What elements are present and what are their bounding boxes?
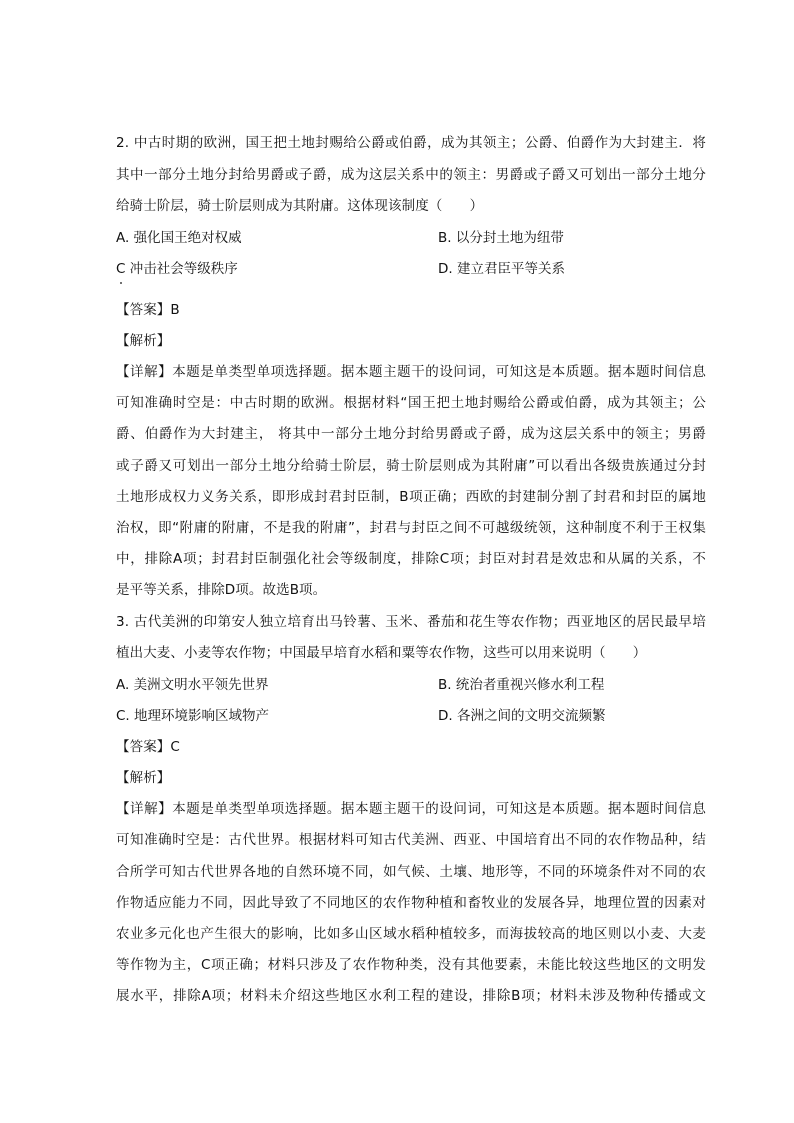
q3-option-b: B. 统治者重视兴修水利工程 [438, 677, 605, 693]
q3-detail-line-6: 等作物为主，C项正确；材料只涉及了农作物种类，没有其他要素，未能比较这些地区的文明发 [116, 957, 706, 973]
q2-analysis-label: 【解析】 [116, 333, 171, 349]
q2-detail-line-5: 土地形成权力义务关系，即形成封君封臣制，B项正确；西欧的封建制分割了封君和封臣的属地 [116, 489, 706, 505]
q3-detail-line-1: 【详解】本题是单类型单项选择题。据本题主题干的设问词，可知这是本质题。据本题时间信息 [116, 801, 706, 817]
q2-detail-line-8: 是平等关系，排除D项。故选B项。 [116, 582, 327, 598]
q2-detail-line-4: 或子爵又可划出一部分土地分给骑士阶层，骑士阶层则成为其附庸”可以看出各级贵族通过分封 [116, 458, 706, 474]
q2-option-c: C 冲击社会等级秩序 [116, 261, 238, 277]
q3-detail-line-5: 农业多元化也产生很大的影响，比如多山区域水稻种植较多，而海拔较高的地区则以小麦、大麦 [116, 926, 706, 942]
q3-detail-line-4: 作物适应能力不同，因此导致了不同地区的农作物种植和畜牧业的发展各异，地理位置的因素对 [116, 895, 706, 911]
q2-detail-line-6: 治权，即“附庸的附庸，不是我的附庸”，封君与封臣之间不可越级统领，这种制度不利于王权集 [116, 520, 706, 536]
q2-detail-line-3: 爵、伯爵作为大封建主， 将其中一部分土地分封给男爵或子爵，成为这层关系中的领主；男爵 [116, 426, 706, 442]
q2-stem-line-3: 给骑士阶层，骑士阶层则成为其附庸。这体现该制度（ ） [116, 198, 484, 214]
stray-dot [120, 282, 122, 284]
q3-detail-line-2: 可知准确时空是：古代世界。根据材料可知古代美洲、西亚、中国培育出不同的农作物品种，结 [116, 832, 706, 848]
q3-detail-line-7: 展水平，排除A项；材料未介绍这些地区水利工程的建设，排除B项；材料未涉及物种传播或文 [116, 988, 706, 1004]
q2-answer: 【答案】B [116, 302, 180, 318]
q2-detail-line-1: 【详解】本题是单类型单项选择题。据本题主题干的设问词，可知这是本质题。据本题时间信息 [116, 364, 706, 380]
q2-detail-line-2: 可知准确时空是：中古时期的欧洲。根据材料“国王把土地封赐给公爵或伯爵，成为其领主；公 [116, 395, 706, 411]
q3-stem-line-2: 植出大麦、小麦等农作物；中国最早培育水稻和粟等农作物，这些可以用来说明（ ） [116, 645, 647, 661]
q3-option-c: C. 地理环境影响区域物产 [116, 708, 270, 724]
q2-stem-line-2: 其中一部分土地分封给男爵或子爵，成为这层关系中的领主：男爵或子爵又可划出一部分土地分 [116, 167, 706, 183]
q3-option-d: D. 各洲之间的文明交流频繁 [438, 708, 606, 724]
q2-detail-line-7: 中，排除A项；封君封臣制强化社会等级制度，排除C项；封臣对封君是效忠和从属的关系，不 [116, 551, 706, 567]
q2-stem-line-1: 2. 中古时期的欧洲，国王把土地封赐给公爵或伯爵，成为其领主；公爵、伯爵作为大封建主．将 [116, 135, 706, 151]
q3-detail-line-3: 合所学可知古代世界各地的自然环境不同，如气候、土壤、地形等，不同的环境条件对不同的农 [116, 864, 706, 880]
q3-stem-line-1: 3. 古代美洲的印第安人独立培育出马铃薯、玉米、番茄和花生等农作物；西亚地区的居民最早培 [116, 614, 706, 630]
q2-option-b: B. 以分封土地为纽带 [438, 230, 564, 246]
q3-option-a: A. 美洲文明水平领先世界 [116, 677, 269, 693]
q3-analysis-label: 【解析】 [116, 770, 171, 786]
q3-answer: 【答案】C [116, 739, 180, 755]
q2-option-a: A. 强化国王绝对权威 [116, 230, 242, 246]
q2-option-d: D. 建立君臣平等关系 [438, 261, 565, 277]
